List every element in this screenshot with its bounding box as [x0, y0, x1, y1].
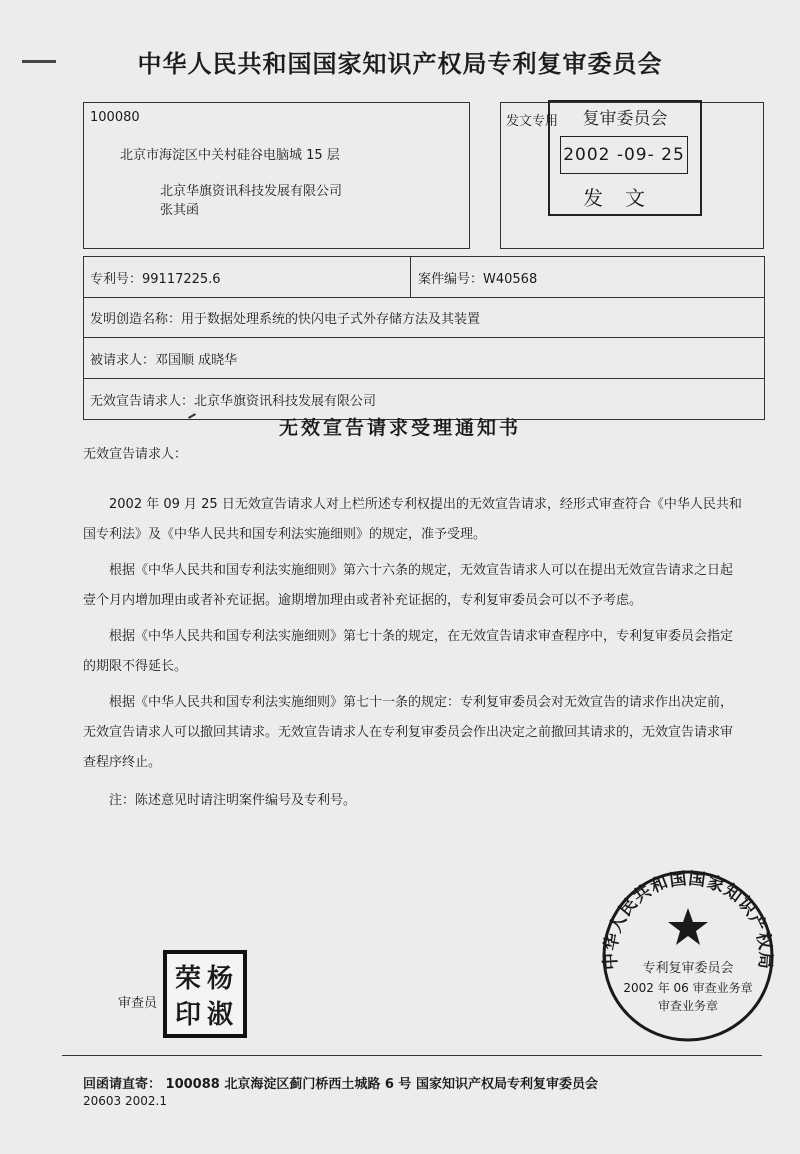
seal-char-1: 荣	[175, 964, 202, 994]
footer-rule	[62, 1055, 762, 1056]
official-round-seal	[600, 868, 776, 1044]
requester: 无效宣告请求人：北京华旗资讯科技发展有限公司	[90, 394, 377, 409]
seal-inner-3: 审查业务章	[657, 999, 719, 1013]
recipient-contact: 张其函	[160, 203, 200, 218]
notice-heading: 无效宣告请求受理通知书	[278, 417, 521, 439]
notice-body	[83, 440, 743, 822]
examiner-label: 审查员	[118, 996, 158, 1011]
recipient-company: 北京华旗资讯科技发展有限公司	[160, 184, 343, 199]
dispatch-stamp	[548, 100, 702, 216]
dispatch-date: 2002 -09- 25	[560, 136, 688, 174]
invention-title: 发明创造名称：用于数据处理系统的快闪电子式外存储方法及其装置	[90, 312, 481, 327]
row-invention	[83, 297, 765, 338]
paragraph-3: 根据《中华人民共和国专利法实施细则》第七十条的规定，在无效宣告请求审查程序中，专利复审委员会指定的期限不得延长。	[83, 629, 734, 674]
form-code: 20603 2002.1	[83, 1094, 167, 1108]
seal-inner-1: 专利复审委员会	[642, 961, 734, 976]
dispatch-label: 发文专用	[506, 114, 559, 129]
seal-char-2: 杨	[207, 964, 234, 994]
row-respondent	[83, 338, 765, 379]
salutation: 无效宣告请求人：	[83, 447, 188, 462]
paragraph-1: 2002 年 09 月 25 日无效宣告请求人对上栏所述专利权提出的无效宣告请求，经形式审查符合《中华人民共和国专利法》及《中华人民共和国专利法实施细则》的规定，准予受理。	[83, 497, 742, 542]
examiner-seal	[163, 950, 247, 1038]
row-patent	[83, 256, 765, 298]
seal-inner-2: 2002 年 06 审查业务章	[623, 981, 753, 995]
seal-char-4: 淑	[207, 1000, 234, 1030]
return-address: 回函请直寄： 100088 北京海淀区蓟门桥西土城路 6 号 国家知识产权局专利复审委员会	[83, 1077, 598, 1092]
dispatch-stamp-bottom: 发文	[583, 186, 667, 210]
dispatch-stamp-top: 复审委员会	[582, 109, 668, 129]
issuer-title: 中华人民共和国国家知识产权局专利复审委员会	[137, 50, 663, 78]
star-icon	[668, 908, 708, 945]
postcode: 100080	[90, 110, 140, 125]
seal-char-3: 印	[175, 1000, 202, 1030]
seal-ring-text: 中华人民共和国国家知识产权局	[600, 868, 776, 971]
patent-number: 专利号：99117225.6	[90, 272, 221, 287]
respondents: 被请求人：邓国顺 成晓华	[90, 353, 238, 368]
address-box	[83, 102, 470, 249]
row-divider	[410, 257, 411, 297]
note: 注：陈述意见时请注明案件编号及专利号。	[109, 793, 357, 808]
paragraph-4: 根据《中华人民共和国专利法实施细则》第七十一条的规定：专利复审委员会对无效宣告的请求作出决定前，无效宣告请求人可以撤回其请求。无效宣告请求人在专利复审委员会作出决定之前撤回其请求的，无效宣告请求审查程序终止。	[83, 695, 734, 770]
case-number: 案件编号：W40568	[418, 272, 538, 287]
recipient-address: 北京市海淀区中关村硅谷电脑城 15 层	[120, 148, 340, 163]
paragraph-2: 根据《中华人民共和国专利法实施细则》第六十六条的规定，无效宣告请求人可以在提出无效宣告请求之日起壹个月内增加理由或者补充证据。逾期增加理由或者补充证据的，专利复审委员会可以不予考虑。	[83, 563, 734, 608]
